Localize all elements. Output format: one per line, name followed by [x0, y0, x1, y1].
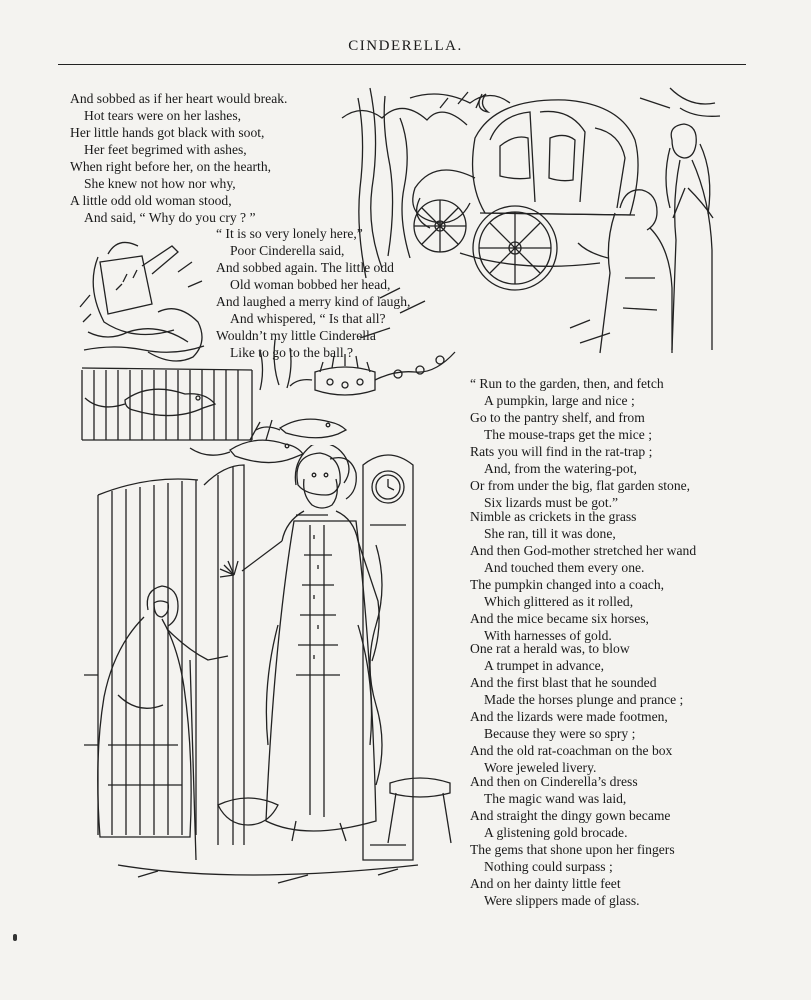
verse-line: Nimble as crickets in the grass	[470, 509, 637, 524]
margin-mark	[13, 934, 17, 941]
transformation-illustration	[78, 445, 458, 900]
verse-line: And touched them every one.	[484, 560, 645, 575]
verse-line: A pumpkin, large and nice ;	[484, 393, 635, 408]
verse-line: With harnesses of gold.	[484, 628, 612, 643]
verse-line: And the lizards were made footmen,	[470, 709, 668, 724]
verse-line: And on her dainty little feet	[470, 876, 621, 891]
verse-line: “ Run to the garden, then, and fetch	[470, 376, 664, 391]
header-rule	[58, 64, 746, 65]
verse-line: Wouldn’t my little Cinderella	[216, 328, 376, 343]
verse-line: The pumpkin changed into a coach,	[470, 577, 665, 592]
verse-line: And the mice became six horses,	[470, 611, 649, 626]
verse-line: She ran, till it was done,	[484, 526, 616, 541]
verse-line: And said, “ Why do you cry ? ”	[84, 210, 256, 225]
verse-line: Because they were so spry ;	[484, 726, 636, 741]
verse-line: Which glittered as it rolled,	[484, 594, 634, 609]
verse-line: A glistening gold brocade.	[484, 825, 628, 840]
verse-line: The mouse-traps get the mice ;	[484, 427, 652, 442]
verse-line: Old woman bobbed her head,	[230, 277, 391, 292]
verse-line: And the old rat-coachman on the box	[470, 743, 673, 758]
verse-line: And, from the watering-pot,	[484, 461, 637, 476]
verse-line: She knew not how nor why,	[84, 176, 236, 191]
verse-line: And the first blast that he sounded	[470, 675, 657, 690]
verse-line: And sobbed again. The little odd	[216, 260, 394, 275]
verse-line: Like to go to the ball ?	[230, 345, 354, 360]
stanza-4	[470, 508, 696, 644]
verse-line: And then God-mother stretched her wand	[470, 543, 697, 558]
running-title: CINDERELLA.	[348, 38, 463, 54]
verse-line: Made the horses plunge and prance ;	[484, 692, 684, 707]
verse-line: A little odd old woman stood,	[70, 193, 232, 208]
stanza-3	[470, 375, 690, 511]
verse-line: “ It is so very lonely here,”	[216, 226, 363, 241]
verse-line: Her little hands got black with soot,	[70, 125, 265, 140]
verse-line: And sobbed as if her heart would break.	[70, 91, 288, 106]
stanza-1	[70, 90, 287, 226]
verse-line: Hot tears were on her lashes,	[84, 108, 242, 123]
verse-line: A trumpet in advance,	[484, 658, 605, 673]
stanza-5	[470, 640, 683, 776]
verse-line: Rats you will find in the rat-trap ;	[470, 444, 653, 459]
verse-line: Her feet begrimed with ashes,	[84, 142, 247, 157]
verse-line: Nothing could surpass ;	[484, 859, 613, 874]
coach-illustration	[340, 78, 735, 363]
verse-line: Go to the pantry shelf, and from	[470, 410, 645, 425]
verse-line: Or from under the big, flat garden stone,	[470, 478, 691, 493]
verse-line: Were slippers made of glass.	[484, 893, 640, 908]
stanza-6	[470, 773, 675, 909]
verse-line: And whispered, “ Is that all?	[230, 311, 386, 326]
verse-line: One rat a herald was, to blow	[470, 641, 630, 656]
verse-line: And laughed a merry kind of laugh,	[216, 294, 411, 309]
verse-line: Poor Cinderella said,	[230, 243, 345, 258]
verse-line: The gems that shone upon her fingers	[470, 842, 675, 857]
verse-line: Six lizards must be got.”	[484, 495, 619, 510]
verse-line: And straight the dingy gown became	[470, 808, 671, 823]
verse-line: And then on Cinderella’s dress	[470, 774, 638, 789]
verse-line: The magic wand was laid,	[484, 791, 627, 806]
verse-line: When right before her, on the hearth,	[70, 159, 272, 174]
verse-line: Wore jeweled livery.	[484, 760, 597, 775]
